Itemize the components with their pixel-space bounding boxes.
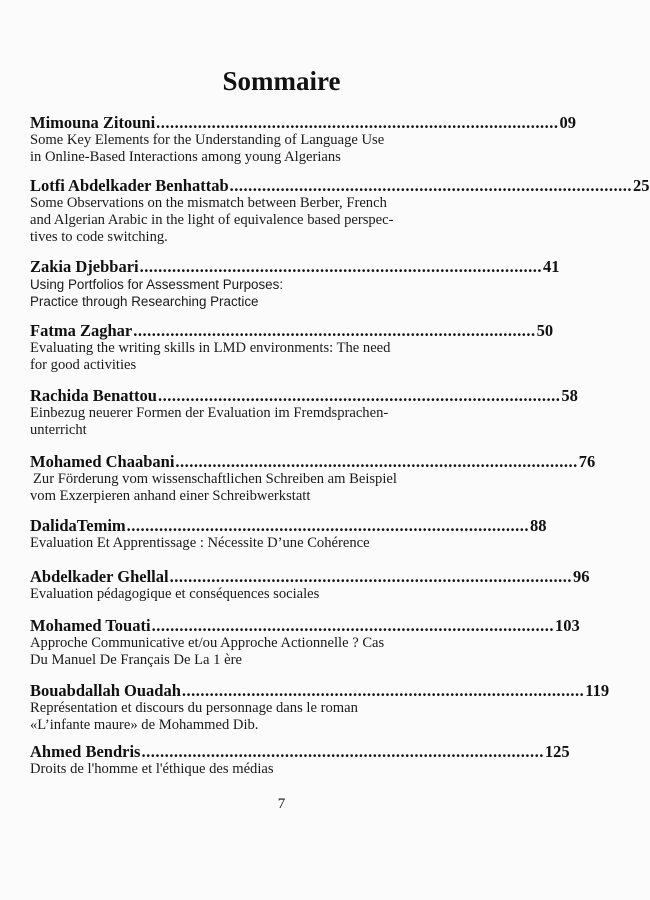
toc-description-line: Représentation et discours du personnage dans le roman xyxy=(30,700,358,716)
toc-description xyxy=(30,195,434,246)
dot-leader: ....................................................................................... xyxy=(169,567,572,586)
toc-author: DalidaTemim xyxy=(30,516,126,535)
toc-description-line: unterricht xyxy=(30,422,87,438)
toc-description-line: tives to code switching. xyxy=(30,229,168,245)
toc-entry-header xyxy=(30,113,577,132)
toc-page-number: 125 xyxy=(544,742,570,761)
toc-description-line: Einbezug neuerer Formen der Evaluation im Fremdsprachen- xyxy=(30,405,389,421)
toc-description xyxy=(30,471,434,505)
dot-leader: ....................................................................................... xyxy=(133,321,536,340)
toc-entry-header xyxy=(30,257,560,276)
toc-entry-header xyxy=(30,176,650,195)
toc-description xyxy=(30,340,434,374)
dot-leader: ....................................................................................... xyxy=(139,257,543,276)
toc-page-number: 41 xyxy=(543,257,560,276)
toc-description xyxy=(30,586,434,603)
dot-leader: ....................................................................................... xyxy=(181,681,585,700)
toc-entry-header xyxy=(30,516,547,535)
dot-leader: ....................................................................................... xyxy=(151,616,554,635)
toc-entry xyxy=(30,742,570,778)
toc-description-line: Some Observations on the mismatch between Berber, French xyxy=(30,195,387,211)
toc-author: Ahmed Bendris xyxy=(30,742,141,761)
toc-description-line: Du Manuel De Français De La 1 ère xyxy=(30,652,242,668)
toc-entry-header xyxy=(30,681,610,700)
toc-description xyxy=(30,405,434,439)
toc-description xyxy=(30,635,434,669)
toc-description-line: Using Portfolios for Assessment Purposes: xyxy=(30,277,284,292)
toc-entry-header xyxy=(30,616,580,635)
toc-author: Lotfi Abdelkader Benhattab xyxy=(30,176,229,195)
toc-page-number: 25 xyxy=(633,176,650,195)
toc-description xyxy=(30,700,434,734)
toc-entry xyxy=(30,321,554,374)
page-number: 7 xyxy=(277,796,286,812)
toc-page-number: 96 xyxy=(572,567,590,586)
toc-entry-header xyxy=(30,321,554,340)
toc-entry xyxy=(30,681,610,734)
toc-description-line: Some Key Elements for the Understanding of Language Use xyxy=(30,132,385,148)
toc-description-line: for good activities xyxy=(30,357,137,373)
toc-description-line: Zur Förderung vom wissenschaftlichen Schreiben am Beispiel xyxy=(33,471,397,487)
toc-entry xyxy=(30,567,590,603)
dot-leader: ....................................................................................... xyxy=(229,176,633,195)
toc-page-number: 119 xyxy=(585,681,610,700)
toc-page-number: 76 xyxy=(578,452,596,471)
toc-entry xyxy=(30,386,578,439)
dot-leader: ....................................................................................... xyxy=(156,113,559,132)
toc-description-line: «L’infante maure» de Mohammed Dib. xyxy=(30,717,259,733)
toc-entry-header xyxy=(30,452,596,471)
toc-entry xyxy=(30,176,650,246)
toc-entry-header xyxy=(30,386,578,405)
toc-description-line: Practice through Researching Practice xyxy=(30,294,259,309)
toc-author: Zakia Djebbari xyxy=(30,257,139,276)
toc-description-line: Evaluation pédagogique et conséquences sociales xyxy=(30,586,320,602)
toc-entry xyxy=(30,257,560,310)
toc-description xyxy=(30,535,434,552)
toc-author: Mimouna Zitouni xyxy=(30,113,156,132)
toc-description xyxy=(30,276,434,310)
toc-entry xyxy=(30,113,577,166)
toc-author: Fatma Zaghar xyxy=(30,321,133,340)
dot-leader: ....................................................................................... xyxy=(126,516,530,535)
toc-description xyxy=(30,761,434,778)
dot-leader: ....................................................................................... xyxy=(157,386,561,405)
toc-page-number: 58 xyxy=(561,386,578,405)
toc-description-line: vom Exzerpieren anhand einer Schreibwerkstatt xyxy=(30,488,311,504)
toc-author: Mohamed Chaabani xyxy=(30,452,175,471)
toc-description-line: Evaluating the writing skills in LMD environments: The need xyxy=(30,340,391,356)
page-title: Sommaire xyxy=(222,66,341,96)
toc-entry xyxy=(30,452,596,505)
toc-page-number: 09 xyxy=(559,113,577,132)
toc-page-number: 103 xyxy=(554,616,580,635)
toc-author: Abdelkader Ghellal xyxy=(30,567,169,586)
toc-author: Mohamed Touati xyxy=(30,616,151,635)
toc-entry-header xyxy=(30,742,570,761)
dot-leader: ....................................................................................... xyxy=(175,452,578,471)
toc-page-number: 88 xyxy=(530,516,547,535)
toc-entry xyxy=(30,616,580,669)
toc-description-line: Approche Communicative et/ou Approche Actionnelle ? Cas xyxy=(30,635,385,651)
toc-page-number: 50 xyxy=(536,321,554,340)
toc-entry xyxy=(30,516,547,552)
toc-description-line: Evaluation Et Apprentissage : Nécessite D’une Cohérence xyxy=(30,535,370,551)
toc-author: Bouabdallah Ouadah xyxy=(30,681,181,700)
toc-description xyxy=(30,132,434,166)
toc-entry-header xyxy=(30,567,590,586)
toc-description-line: Droits de l'homme et l'éthique des médias xyxy=(30,761,274,777)
toc-author: Rachida Benattou xyxy=(30,386,157,405)
toc-description-line: and Algerian Arabic in the light of equivalence based perspec- xyxy=(30,212,394,228)
dot-leader: ....................................................................................... xyxy=(141,742,544,761)
toc-description-line: in Online-Based Interactions among young Algerians xyxy=(30,149,341,165)
